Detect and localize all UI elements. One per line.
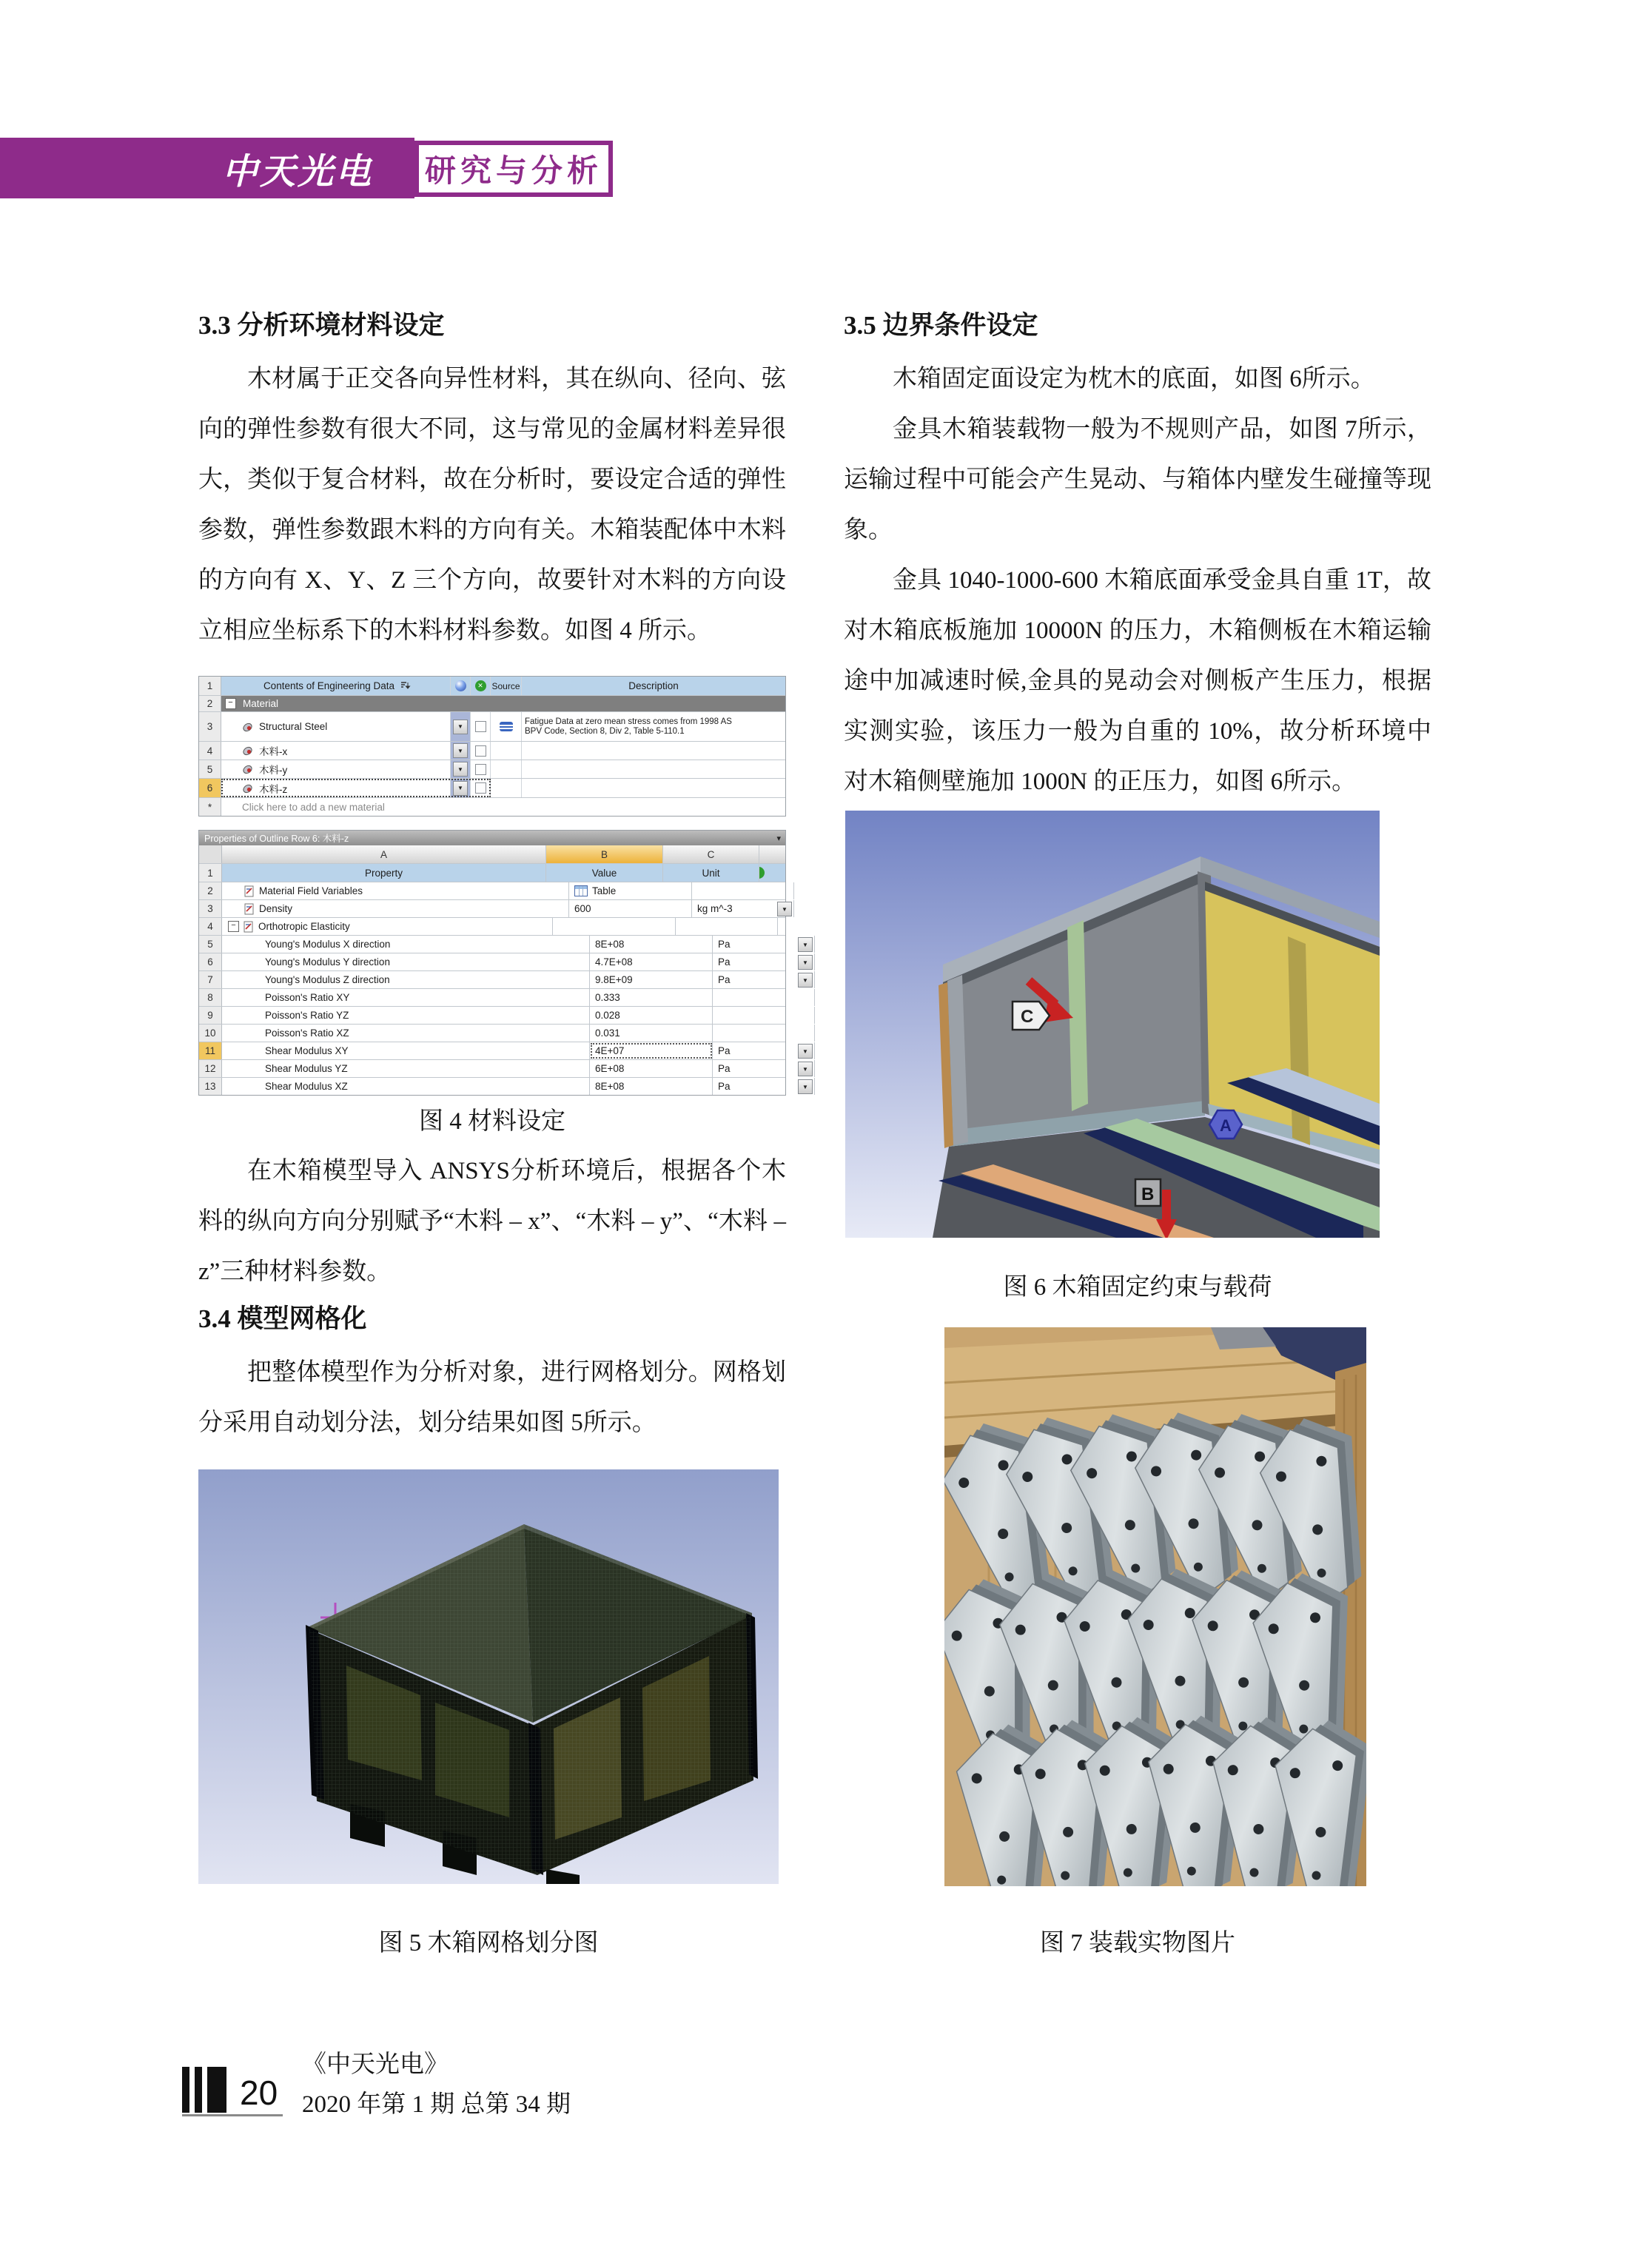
property-name: Young's Modulus Z direction <box>265 974 390 985</box>
figure5-caption: 图 5 木箱网格划分图 <box>378 1930 599 1957</box>
row-number: 2 <box>199 696 221 711</box>
paragraph-3-5-1: 木箱固定面设定为枕木的底面，如图 6所示。 <box>893 366 1375 392</box>
row-number: 1 <box>199 677 221 695</box>
property-row[interactable] <box>199 953 785 971</box>
figure7-photo <box>944 1327 1366 1886</box>
collapse-icon[interactable] <box>228 921 239 932</box>
material-name: Structural Steel <box>259 721 328 732</box>
sort-icon[interactable] <box>400 680 411 691</box>
metal-plates <box>944 1401 1366 1886</box>
outline-contents-header: Contents of Engineering Data <box>263 680 395 691</box>
unit-col-title: Unit <box>663 864 759 882</box>
row-number: 1 <box>199 864 222 882</box>
unit-dropdown-button[interactable] <box>798 955 813 970</box>
paragraph-after-fig4: 在木箱模型导入 ANSYS分析环境后，根据各个木料的纵向方向分别赋予“木料 – x”、“木料 – y”、“木料 – z”三种材料参数。 <box>198 1158 786 1285</box>
figure7-caption: 图 7 装载实物图片 <box>1040 1930 1235 1957</box>
unit-dropdown-button[interactable] <box>798 937 813 952</box>
description-line: Fatigue Data at zero mean stress comes from 1998 AS <box>525 717 732 726</box>
column-letter-row <box>199 845 785 864</box>
property-page-icon <box>244 885 255 897</box>
property-value: 4E+07 <box>595 1045 625 1056</box>
footer-divider <box>182 2114 283 2116</box>
paragraph-3-5-3: 金具 1040-1000-600 木箱底面承受金具自重 1T，故对木箱底板施加 10000N 的压力，木箱侧板在木箱运输途中加减速时候,金具的晃动会对侧板产生压力，根据实测实验，该压力一般为自重的 10%，故分析环境中对木箱侧壁施加 1000N 的正压力，如图 6所示。 <box>844 567 1431 795</box>
property-value: 9.8E+09 <box>595 974 633 985</box>
property-row[interactable] <box>199 918 785 936</box>
property-unit: Pa <box>718 974 731 985</box>
table-row[interactable] <box>199 742 785 760</box>
row-number: 5 <box>199 936 222 953</box>
properties-title-bar: Properties of Outline Row 6: 木料-z ▾ <box>199 831 785 845</box>
properties-table <box>198 830 786 1096</box>
property-name: Shear Modulus XY <box>265 1045 349 1056</box>
heading-3-5: 3.5 边界条件设定 <box>844 311 1038 340</box>
table-row-selected[interactable] <box>199 779 785 798</box>
property-name: Material Field Variables <box>259 885 363 896</box>
table-icon <box>574 885 588 896</box>
figure5-mesh-model <box>198 1469 779 1884</box>
property-name: Orthotropic Elasticity <box>258 921 350 932</box>
engineering-data-outline-table <box>198 676 786 817</box>
property-value: 8E+08 <box>595 1081 625 1092</box>
property-name: Poisson's Ratio XZ <box>265 1027 349 1039</box>
property-name: Young's Modulus Y direction <box>265 956 390 968</box>
figure4-caption: 图 4 材料设定 <box>419 1108 565 1135</box>
material-name: 木料-z <box>259 783 288 795</box>
figure6-caption: 图 6 木箱固定约束与载荷 <box>1003 1274 1272 1301</box>
material-icon <box>242 745 254 757</box>
property-row[interactable] <box>199 1060 785 1078</box>
property-unit: Pa <box>718 939 731 950</box>
row-number: 8 <box>199 989 222 1006</box>
svg-text:A: A <box>1220 1116 1232 1135</box>
row-number: 5 <box>199 760 221 778</box>
unit-dropdown-button[interactable] <box>798 1079 813 1094</box>
source-link-icon <box>500 722 513 731</box>
row-number: 2 <box>199 882 222 899</box>
property-value: 8E+08 <box>595 939 625 950</box>
property-name: Poisson's Ratio XY <box>265 992 350 1003</box>
property-col-title: Property <box>222 864 546 882</box>
data-source-sphere-icon[interactable] <box>455 680 466 691</box>
property-row[interactable] <box>199 1007 785 1025</box>
row-number: 6 <box>199 779 221 797</box>
unit-dropdown-button[interactable] <box>798 1044 813 1059</box>
outline-description-header: Description <box>522 677 785 695</box>
page-number: 20 <box>240 2073 278 2112</box>
row-number: 11 <box>199 1042 222 1059</box>
row-number: 4 <box>199 742 221 760</box>
row-number: 4 <box>199 918 222 935</box>
property-value: 0.333 <box>595 992 620 1003</box>
dropdown-button[interactable] <box>453 762 468 777</box>
label-b <box>1135 1179 1161 1206</box>
property-value: Table <box>592 885 617 896</box>
unit-dropdown-button[interactable] <box>798 973 813 988</box>
row-number: * <box>199 798 221 816</box>
property-page-icon <box>244 903 255 915</box>
heading-3-4: 3.4 模型网格化 <box>198 1304 367 1333</box>
paragraph-3-3: 木材属于正交各向异性材料，其在纵向、径向、弦向的弹性参数有很大不同，这与常见的金属材料差异很大，类似于复合材料，故在分析时，要设定合适的弹性参数，弹性参数跟木料的方向有关。木箱装配体中木料的方向有 X、Y、Z 三个方向，故要针对木料的方向设立相应坐标系下的木料材料参数。如图 4 所示。 <box>198 366 786 644</box>
property-unit: Pa <box>718 1063 731 1074</box>
table-row[interactable] <box>199 760 785 779</box>
value-col-title: Value <box>546 864 663 882</box>
property-row[interactable] <box>199 989 785 1007</box>
column-B-header[interactable]: B <box>546 845 663 863</box>
dropdown-button[interactable] <box>453 781 468 796</box>
table-row[interactable] <box>199 712 785 742</box>
property-value: 0.031 <box>595 1027 620 1039</box>
svg-text:C: C <box>1021 1007 1034 1027</box>
description-line: BPV Code, Section 8, Div 2, Table 5-110.1 <box>525 726 685 736</box>
property-unit: Pa <box>718 956 731 968</box>
property-value: 6E+08 <box>595 1063 625 1074</box>
property-value: 4.7E+08 <box>595 956 633 968</box>
property-name: Young's Modulus X direction <box>265 939 391 950</box>
material-icon <box>242 721 254 733</box>
material-group-row[interactable] <box>199 696 785 712</box>
checkbox[interactable] <box>475 764 486 775</box>
dropdown-button[interactable] <box>453 743 468 758</box>
add-material-row[interactable] <box>199 798 785 816</box>
property-row[interactable] <box>199 882 785 900</box>
property-name: Shear Modulus XZ <box>265 1081 348 1092</box>
footer-bars-icon <box>182 2067 226 2113</box>
filter-icon-partial <box>759 867 765 879</box>
delete-x-icon[interactable] <box>475 680 486 691</box>
outline-source-header: Source <box>491 677 522 695</box>
property-value: 600 <box>574 903 591 914</box>
column-A-header[interactable]: A <box>222 845 546 863</box>
row-number: 10 <box>199 1025 222 1042</box>
figure6-constraint-model <box>845 811 1380 1238</box>
heading-3-3: 3.3 分析环境材料设定 <box>198 311 445 340</box>
paragraph-3-5-2: 金具木箱装载物一般为不规则产品，如图 7所示，运输过程中可能会产生晃动、与箱体内壁发生碰撞等现象。 <box>844 416 1431 543</box>
property-row[interactable] <box>199 936 785 953</box>
column-C-header[interactable]: C <box>663 845 759 863</box>
property-row[interactable] <box>199 1078 785 1095</box>
property-unit: kg m^-3 <box>697 903 733 914</box>
journal-logo: 中天光电 <box>222 152 374 192</box>
collapse-icon[interactable] <box>225 698 236 709</box>
unit-dropdown-button[interactable] <box>777 902 792 916</box>
row-number: 3 <box>199 712 221 741</box>
row-number: 13 <box>199 1078 222 1095</box>
property-row[interactable] <box>199 900 785 918</box>
material-name: 木料-x <box>259 746 288 757</box>
column-tag-box <box>414 141 613 197</box>
property-row[interactable] <box>199 971 785 989</box>
column-tag-label: 研究与分析 <box>424 153 602 188</box>
figure4-ansys-screenshot <box>198 676 786 1096</box>
material-icon <box>242 763 254 775</box>
property-name: Density <box>259 903 293 914</box>
checkbox[interactable] <box>475 745 486 757</box>
paragraph-3-4: 把整体模型作为分析对象，进行网格划分。网格划分采用自动划分法，划分结果如图 5所示。 <box>198 1359 786 1436</box>
material-name: 木料-y <box>259 765 288 776</box>
checkbox[interactable] <box>475 782 486 794</box>
row-number: 12 <box>199 1060 222 1077</box>
property-page-icon <box>244 921 254 933</box>
property-name: Shear Modulus YZ <box>265 1063 348 1074</box>
add-material-label: Click here to add a new material <box>242 801 385 813</box>
property-unit: Pa <box>718 1081 731 1092</box>
property-value: 0.028 <box>595 1010 620 1021</box>
journal-issue: 2020 年第 1 期 总第 34 期 <box>302 2091 571 2118</box>
property-name: Poisson's Ratio YZ <box>265 1010 349 1021</box>
row-number: 3 <box>199 900 222 917</box>
material-icon <box>242 782 254 794</box>
row-number: 7 <box>199 971 222 988</box>
material-group-label: Material <box>243 698 279 709</box>
row-number: 9 <box>199 1007 222 1024</box>
row-number: 6 <box>199 953 222 970</box>
svg-text:B: B <box>1141 1184 1155 1204</box>
property-row[interactable] <box>199 1025 785 1042</box>
outline-header-row <box>199 677 785 696</box>
property-unit: Pa <box>718 1045 731 1056</box>
property-row-selected[interactable] <box>199 1042 785 1060</box>
unit-dropdown-button[interactable] <box>798 1062 813 1076</box>
label-a <box>1209 1110 1242 1139</box>
checkbox[interactable] <box>475 721 486 732</box>
properties-header-row <box>199 864 785 882</box>
journal-name: 《中天光电》 <box>302 2051 449 2078</box>
dropdown-button[interactable] <box>453 720 468 734</box>
